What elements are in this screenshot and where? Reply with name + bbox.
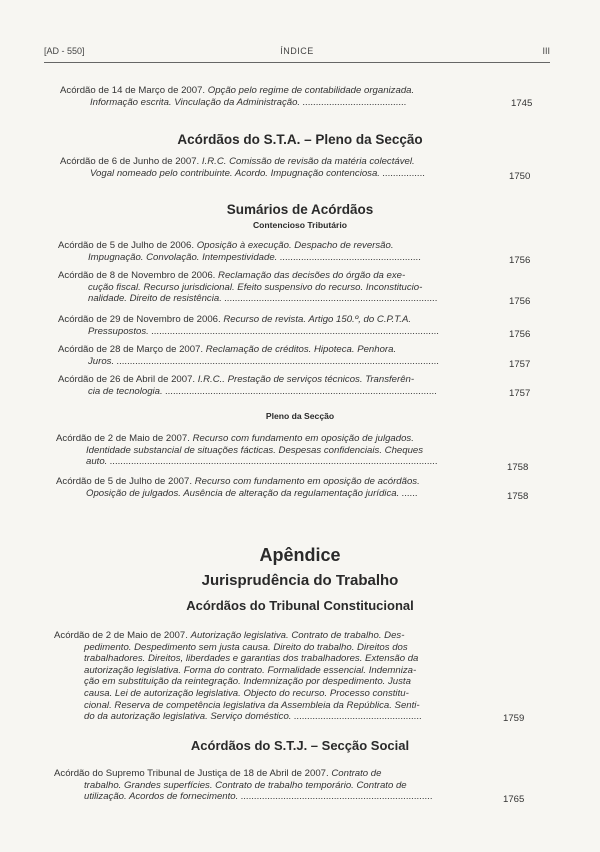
index-entry bbox=[58, 270, 488, 305]
index-entry bbox=[60, 85, 492, 108]
subsection-heading-contencioso: Contencioso Tributário bbox=[252, 220, 348, 230]
entry-subject: Opção pelo regime de contabilidade organizada. bbox=[207, 85, 415, 96]
entry-continuation: Impugnação. Convolação. Intempestividade. ..................................................... bbox=[88, 251, 422, 263]
entry-subject: Recurso com fundamento em oposição de acórdãos. bbox=[194, 476, 420, 487]
entry-continuation: cional. Reserva de competência legislativa da Assembleia da República. Senti- bbox=[84, 699, 420, 711]
entry-page-number: 1757 bbox=[509, 359, 531, 370]
entry-page-number: 1759 bbox=[503, 713, 525, 724]
header-page-number: III bbox=[542, 46, 550, 56]
index-entry bbox=[60, 156, 492, 179]
entry-lead: Acórdão de 28 de Março de 2007. bbox=[58, 344, 204, 355]
entry-continuation: cia de tecnologia. ...................................................................................................... bbox=[88, 385, 438, 397]
entry-continuation: Identidade substancial de situações fácticas. Despesas confidenciais. Cheques bbox=[86, 444, 424, 456]
section-heading-sumarios: Sumários de Acórdãos bbox=[226, 202, 374, 217]
index-entry bbox=[56, 476, 486, 499]
appendix-subtitle: Jurisprudência do Trabalho bbox=[201, 572, 399, 589]
header-reference: [AD - 550] bbox=[44, 46, 85, 56]
entry-continuation: pedimento. Despedimento sem justa causa. Direito do trabalho. Direitos dos bbox=[84, 641, 408, 653]
entry-subject: Recurso de revista. Artigo 150.º, do C.P.T.A. bbox=[223, 314, 412, 325]
index-entry bbox=[58, 344, 488, 367]
index-entry bbox=[54, 768, 482, 803]
entry-subject: Reclamação das decisões do órgão da exe- bbox=[218, 270, 406, 281]
entry-page-number: 1758 bbox=[507, 491, 529, 502]
entry-page-number: 1765 bbox=[503, 794, 525, 805]
entry-page-number: 1756 bbox=[509, 255, 531, 266]
entry-page-number: 1758 bbox=[507, 462, 529, 473]
entry-continuation: cução fiscal. Recurso jurisdicional. Efeito suspensivo do recurso. Inconstitucio- bbox=[88, 281, 423, 293]
subsection-heading-pleno: Pleno da Secção bbox=[265, 411, 335, 421]
entry-continuation: Informação escrita. Vinculação da Administração. ....................................... bbox=[90, 96, 407, 108]
entry-page-number: 1757 bbox=[509, 388, 531, 399]
entry-subject: Contrato de bbox=[331, 768, 382, 779]
entry-continuation: Juros. ......................................................................................................................... bbox=[88, 355, 440, 367]
entry-continuation: trabalho. Grandes superfícies. Contrato de trabalho temporário. Contrato de bbox=[84, 779, 407, 791]
entry-page-number: 1745 bbox=[511, 98, 533, 109]
entry-subject: Recurso com fundamento em oposição de julgados. bbox=[192, 433, 414, 444]
entry-lead: Acórdão de 6 de Junho de 2007. bbox=[60, 156, 200, 167]
entry-continuation: trabalhadores. Direitos, liberdades e garantias dos trabalhadores. Extensão da bbox=[84, 653, 419, 665]
entry-lead: Acórdão de 5 de Julho de 2006. bbox=[58, 240, 195, 251]
entry-lead: Acórdão de 5 de Julho de 2007. bbox=[56, 476, 193, 487]
entry-continuation: do da autorização legislativa. Serviço doméstico. ................................................ bbox=[84, 711, 423, 723]
index-entry bbox=[56, 433, 486, 468]
header-title: ÍNDICE bbox=[280, 46, 314, 56]
entry-continuation: Vogal nomeado pelo contribuinte. Acordo. Impugnação contenciosa. ................ bbox=[90, 167, 426, 179]
entry-subject: Reclamação de créditos. Hipoteca. Penhora. bbox=[205, 344, 397, 355]
index-entry bbox=[54, 630, 482, 723]
entry-lead: Acórdão de 2 de Maio de 2007. bbox=[56, 433, 190, 444]
entry-subject: Autorização legislativa. Contrato de trabalho. Des- bbox=[190, 630, 405, 641]
entry-continuation: Pressupostos. ............................................................................................................ bbox=[88, 325, 440, 337]
page-header bbox=[44, 46, 550, 60]
entry-continuation: nalidade. Direito de resistência. ................................................................................ bbox=[88, 293, 438, 305]
entry-page-number: 1756 bbox=[509, 329, 531, 340]
entry-continuation: causa. Lei de autorização legislativa. Objecto do recurso. Processo constitu- bbox=[84, 687, 409, 699]
entry-lead: Acórdão de 29 de Novembro de 2006. bbox=[58, 314, 221, 325]
entry-continuation: auto. ........................................................................................................................... bbox=[86, 456, 438, 468]
entry-lead: Acórdão de 8 de Novembro de 2006. bbox=[58, 270, 216, 281]
entry-page-number: 1756 bbox=[509, 296, 531, 307]
entry-lead: Acórdão do Supremo Tribunal de Justiça de 18 de Abril de 2007. bbox=[54, 768, 329, 779]
entry-subject: Oposição à execução. Despacho de reversão. bbox=[196, 240, 394, 251]
entry-continuation: utilização. Acordos de fornecimento. ........................................................................ bbox=[84, 791, 433, 803]
entry-continuation: ção em substituição da reintegração. Indemnização por despedimento. Justa bbox=[84, 676, 411, 688]
index-entry bbox=[58, 240, 488, 263]
index-entry bbox=[58, 374, 488, 397]
entry-lead: Acórdão de 2 de Maio de 2007. bbox=[54, 630, 188, 641]
appendix-title: Apêndice bbox=[259, 545, 341, 565]
entry-lead: Acórdão de 14 de Março de 2007. bbox=[60, 85, 206, 96]
entry-subject: I.R.C.. Prestação de serviços técnicos. Transferên- bbox=[197, 374, 415, 385]
entry-continuation: Oposição de julgados. Ausência de alteração da regulamentação jurídica. ...... bbox=[86, 487, 418, 499]
header-divider bbox=[44, 62, 550, 63]
section-heading-tc: Acórdãos do Tribunal Constitucional bbox=[186, 598, 414, 613]
entry-lead: Acórdão de 26 de Abril de 2007. bbox=[58, 374, 196, 385]
section-heading-sta: Acórdãos do S.T.A. – Pleno da Secção bbox=[177, 132, 423, 147]
entry-subject: I.R.C. Comissão de revisão da matéria colectável. bbox=[201, 156, 415, 167]
index-entry bbox=[58, 314, 488, 337]
entry-page-number: 1750 bbox=[509, 171, 531, 182]
section-heading-stj: Acórdãos do S.T.J. – Secção Social bbox=[190, 738, 410, 753]
entry-continuation: autorização legislativa. Forma do contrato. Formalidade essencial. Indemniza- bbox=[84, 664, 417, 676]
